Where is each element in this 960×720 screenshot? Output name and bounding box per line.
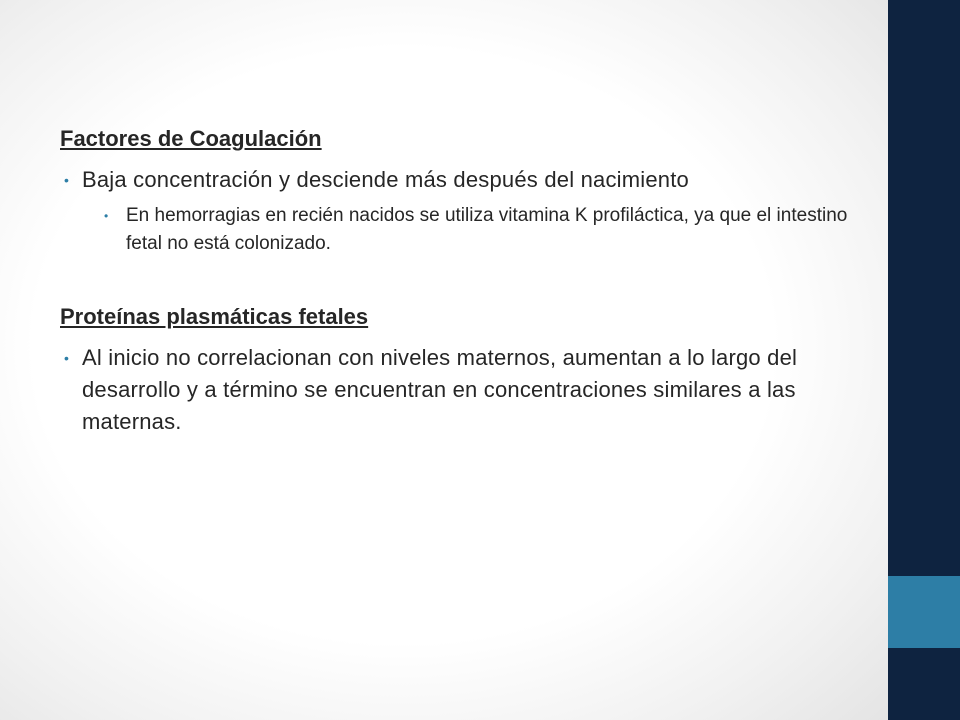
sub-bullet-vitamin-k: [104, 202, 880, 258]
bullet-icon: •: [104, 209, 109, 223]
bullet-icon: •: [64, 172, 70, 188]
section-heading-coagulation: Factores de Coagulación: [60, 126, 322, 151]
bullet-text: Al inicio no correlacionan con niveles maternos, aumentan a lo largo del desarrollo y a término se encuentran en concentraciones similares a las maternas.: [82, 345, 798, 434]
sub-bullet-text: En hemorragias en recién nacidos se utiliza vitamina K profiláctica, ya que el intestino fetal no está colonizado.: [126, 205, 848, 254]
bullet-plasma-proteins: [60, 342, 880, 438]
bullet-text: Baja concentración y desciende más después del nacimiento: [82, 167, 689, 192]
section-heading-plasma-proteins: Proteínas plasmáticas fetales: [60, 304, 369, 329]
bullet-icon: •: [64, 350, 70, 366]
slide-content: [60, 124, 880, 438]
bullet-coagulation: [60, 164, 880, 196]
side-accent-block: [888, 576, 960, 648]
